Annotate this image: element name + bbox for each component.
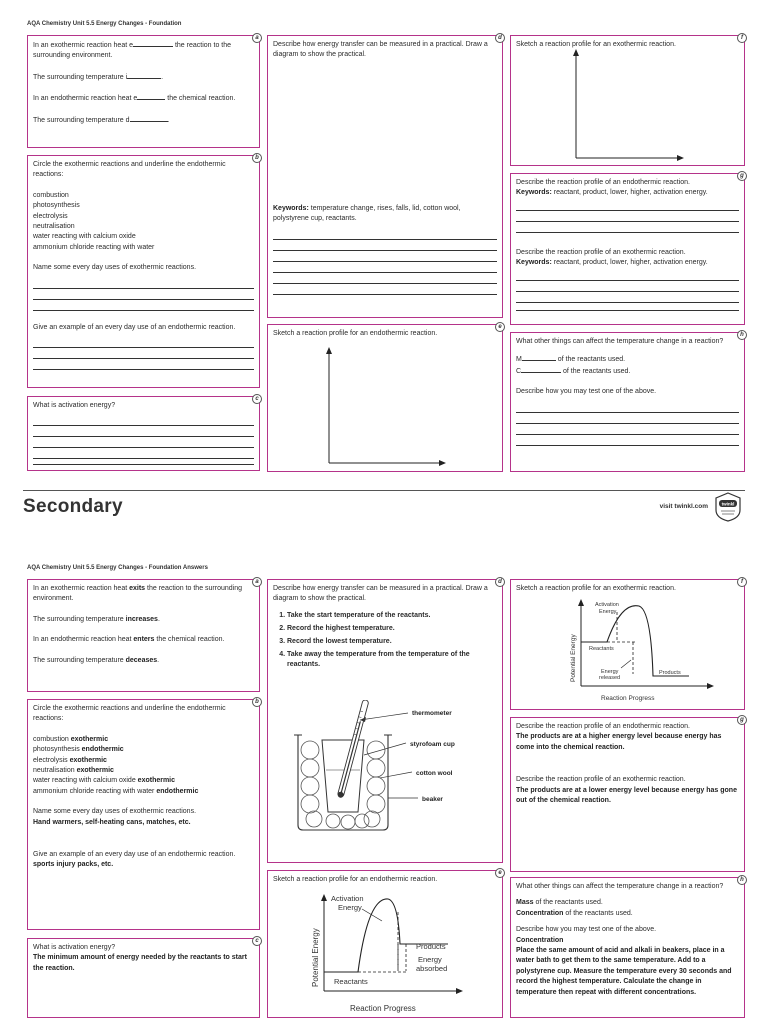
g-question-1: Describe the reaction profile of an endothermic reaction. [516,723,690,730]
answer-a-4: The surrounding temperature deceases. [33,656,160,664]
label-activation: Activation [331,894,364,903]
box-e [267,324,503,472]
answer-lines[interactable] [273,229,497,295]
h-conc-answer: Concentration of the reactants used. [516,909,633,917]
label-products: Products [416,942,446,951]
box-f [510,35,745,166]
answer-reaction-item: water reacting with calcium oxide exothermic [33,777,176,785]
badge-f: f [737,33,747,43]
answer-lines[interactable] [33,415,254,465]
box-h [510,332,745,472]
badge-a: a [252,33,262,43]
g-keywords-2: Keywords: reactant, product, lower, higher, activation energy. [516,259,708,267]
reaction-item[interactable]: ammonium chloride reacting with water [33,243,155,251]
badge-a: a [252,577,262,587]
h-test-question: Describe how you may test one of the above. [516,926,657,934]
step: 3. Record the lowest temperature. [287,637,497,647]
label-beaker: beaker [422,796,443,803]
twinkl-logo-icon [714,492,742,522]
uses-question: Name some every day uses of exothermic reactions. [33,808,197,816]
brand-secondary: Secondary [23,496,123,517]
reaction-item[interactable]: combustion [33,191,69,199]
c-question: What is activation energy? [33,944,116,951]
label-energy-released-2: released [599,675,621,681]
answer-a-2: The surrounding temperature increases. [33,615,160,623]
e-question: Sketch a reaction profile for an endothermic reaction. [273,330,438,337]
badge-g: g [737,715,747,725]
answer-reaction-list [33,735,254,797]
answer-lines[interactable] [516,270,739,311]
label-energy-absorbed-2: absorbed [416,964,448,973]
page-divider [23,490,745,491]
line-3: In an endothermic reaction heat e the chemical reaction. [33,95,236,103]
blank-enters[interactable] [137,93,165,100]
answer-reaction-item: ammonium chloride reacting with water endothermic [33,787,199,795]
h-question: What other things can affect the temperature change in a reaction? [516,338,724,345]
badge-d: d [495,33,505,43]
reaction-item[interactable]: neutralisation [33,223,75,231]
label-x-axis: Reaction Progress [350,1004,416,1013]
badge-f: f [737,577,747,587]
exothermic-profile-diagram [561,594,741,710]
g-question-1: Describe the reaction profile of an endothermic reaction. [516,179,690,186]
answers-header: AQA Chemistry Unit 5.5 Energy Changes - Foundation Answers [27,565,208,571]
box-g [510,173,745,325]
blank-axes[interactable] [323,347,448,467]
d-question: Describe how energy transfer can be measured in a practical. Draw a diagram to show the practical. [273,41,488,59]
endo-question: Give an example of an every day use of an endothermic reaction. [33,851,236,859]
h-mass-answer: Mass of the reactants used. [516,899,603,907]
g-question-2: Describe the reaction profile of an exothermic reaction. [516,248,686,256]
answer-box-a [27,579,260,692]
d-question: Describe how energy transfer can be measured in a practical. Draw a diagram to show the practical. [273,585,488,603]
h-question: What other things can affect the temperature change in a reaction? [516,883,724,890]
e-question: Sketch a reaction profile for an endothermic reaction. [273,876,438,883]
step: 2. Record the highest temperature. [287,624,497,634]
label-products: Products [659,670,681,676]
badge-b: b [252,697,262,707]
label-styrofoam-cup: styrofoam cup [410,741,455,748]
answer-reaction-item: photosynthesis endothermic [33,746,124,754]
reaction-item[interactable]: electrolysis [33,212,68,220]
label-reactants: Reactants [334,977,368,986]
line-2: The surrounding temperature i . [33,73,164,81]
answer-a-1: In an exothermic reaction heat exits the reaction to the surrounding environment. [33,585,242,603]
badge-c: c [252,394,262,404]
c-question: What is activation energy? [33,402,116,409]
badge-h: h [737,875,747,885]
uses-answer: Hand warmers, self-heating cans, matches, etc. [33,818,191,826]
blank-increases[interactable] [127,72,161,79]
badge-b: b [252,153,262,163]
line-4: The surrounding temperature d . [33,116,170,124]
box-d [267,35,503,318]
endothermic-profile-diagram [298,887,498,1017]
blank-mass[interactable] [522,354,556,361]
line-1: In an exothermic reaction heat e the reaction to the surrounding environment. [33,42,232,60]
step: 1. Take the start temperature of the reactants. [287,611,497,621]
reaction-item[interactable]: photosynthesis [33,202,80,210]
blank-concentration[interactable] [521,366,561,373]
badge-e: e [495,868,505,878]
answer-box-b [27,699,260,930]
box-b [27,155,260,388]
answer-lines[interactable] [33,278,254,311]
box-a [27,35,260,148]
answer-lines[interactable] [516,200,739,233]
b-instruction: Circle the exothermic reactions and underline the endothermic reactions: [33,161,226,179]
drawing-area[interactable] [273,61,497,204]
label-energy: Energy [338,903,362,912]
label-reactants: Reactants [589,646,614,652]
uses-question: Name some every day uses of exothermic reactions. [33,264,197,272]
f-question: Sketch a reaction profile for an exothermic reaction. [516,41,676,48]
label-energy: Energy [599,609,617,615]
logo-text: twinkl [721,501,735,507]
answer-box-f [510,579,745,710]
label-energy-absorbed-1: Energy [418,955,442,964]
answer-box-d [267,579,503,863]
blank-decreases[interactable] [130,115,168,122]
answer-reaction-item: neutralisation exothermic [33,767,114,775]
answer-reaction-item: electrolysis exothermic [33,756,107,764]
endo-answer: sports injury packs, etc. [33,861,114,869]
badge-g: g [737,171,747,181]
label-activation: Activation [595,602,619,608]
badge-c: c [252,936,262,946]
h-test-question: Describe how you may test one of the above. [516,388,657,396]
label-thermometer: thermometer [412,710,452,717]
f-question: Sketch a reaction profile for an exothermic reaction. [516,585,676,592]
h-mass-line: M of the reactants used. [516,356,626,364]
g-question-2: Describe the reaction profile of an exothermic reaction. [516,776,686,784]
answer-box-g [510,717,745,872]
badge-h: h [737,330,747,340]
answer-box-h [510,877,745,1018]
practical-steps [273,611,497,671]
label-energy-released-1: Energy [601,669,619,675]
calorimeter-diagram [288,700,498,840]
label-y-axis: Potential Energy [570,634,577,682]
label-cotton-wool: cotton wool [416,770,453,777]
worksheet-header: AQA Chemistry Unit 5.5 Energy Changes - Foundation [27,21,182,27]
badge-d: d [495,577,505,587]
c-answer: The minimum amount of energy needed by the reactants to start the reaction. [33,954,247,972]
label-y-axis: Potential Energy [311,928,320,987]
h-conc-line: C of the reactants used. [516,367,631,375]
blank-exits[interactable] [133,40,173,47]
blank-axes[interactable] [571,49,686,162]
g-answer-2: The products are at a lower energy level because energy has gone out of the chemical reaction. [516,786,737,805]
endo-question: Give an example of an every day use of an endothermic reaction. [33,323,236,331]
answer-a-3: In an endothermic reaction heat enters the chemical reaction. [33,636,225,644]
h-test-answer-title: Concentration [516,936,564,944]
d-keywords: Keywords: temperature change, rises, falls, lid, cotton wool, polystyrene cup, reactants. [273,204,461,223]
g-answer-1: The products are at a higher energy level because energy has come into the chemical reaction. [516,733,722,751]
reaction-item[interactable]: water reacting with calcium oxide [33,233,136,241]
box-c [27,396,260,471]
label-x-axis: Reaction Progress [601,695,655,702]
answer-reaction-item: combustion exothermic [33,735,109,743]
answer-box-e [267,870,503,1018]
b-instruction: Circle the exothermic reactions and underline the endothermic reactions: [33,705,226,723]
answer-lines[interactable] [33,337,254,370]
step: 4. Take away the temperature from the temperature of the reactants. [287,650,497,671]
g-keywords-1: Keywords: reactant, product, lower, higher, activation energy. [516,189,708,197]
h-test-answer: Place the same amount of acid and alkali in beakers, place in a water bath to get them to the same temperature. Add to a polystyrene cup. Measure the temperature every 30 seconds and record the highest temperature. Calculate the change in temperature then repeat with different concentrations. [516,947,732,996]
visit-link[interactable]: visit twinkl.com [659,503,708,510]
badge-e: e [495,322,505,332]
answer-box-c [27,938,260,1018]
reaction-list [33,191,254,253]
answer-lines[interactable] [516,402,739,446]
